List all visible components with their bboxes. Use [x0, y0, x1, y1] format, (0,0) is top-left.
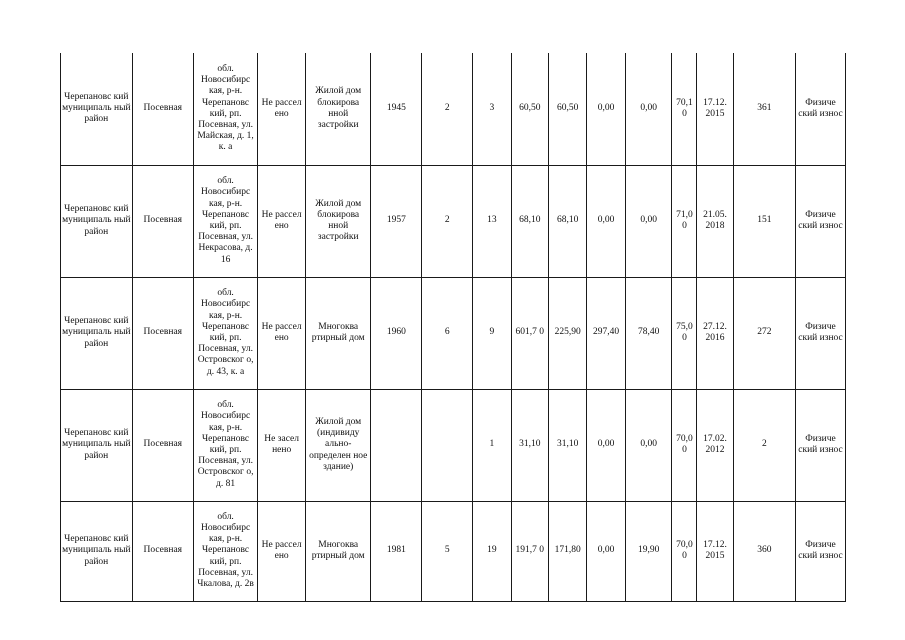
cell-wear: 75,0 0	[672, 277, 697, 389]
cell-area-municipal: 297,40	[587, 277, 625, 389]
cell-building-type: Жилой дом (индивиду ально- определен ное здание)	[306, 389, 371, 501]
cell-address: обл. Новосибирс кая, р-н. Черепановс кий, рп. Посевная, ул. Чкалова, д. 2в	[193, 501, 257, 601]
cell-area-total: 31,10	[511, 389, 548, 501]
table-body	[61, 53, 846, 601]
cell-reason: Физиче ский износ	[796, 53, 846, 165]
cell-area-other: 19,90	[625, 501, 672, 601]
housing-registry-table	[60, 53, 846, 602]
cell-status: Не рассел ено	[258, 277, 306, 389]
cell-reason: Физиче ский износ	[796, 165, 846, 277]
cell-year: 1981	[371, 501, 422, 601]
cell-doc-no: 151	[733, 165, 795, 277]
cell-doc-no: 360	[733, 501, 795, 601]
cell-area-living: 31,10	[548, 389, 586, 501]
cell-area-total: 191,7 0	[511, 501, 548, 601]
cell-address: обл. Новосибирс кая, р-н. Черепановс кий, рп. Посевная, ул. Островског о, д. 81	[193, 389, 257, 501]
cell-wear: 71,0 0	[672, 165, 697, 277]
cell-area-municipal: 0,00	[587, 165, 625, 277]
cell-residents: 1	[473, 389, 511, 501]
cell-year: 1960	[371, 277, 422, 389]
cell-date: 27.12. 2016	[697, 277, 733, 389]
table-row	[61, 277, 846, 389]
cell-settlement: Посевная	[132, 389, 193, 501]
cell-area-other: 0,00	[625, 389, 672, 501]
table-row	[61, 501, 846, 601]
cell-municipality: Черепановс кий муниципаль ный район	[61, 53, 133, 165]
cell-area-municipal: 0,00	[587, 53, 625, 165]
cell-settlement: Посевная	[132, 501, 193, 601]
cell-area-living: 60,50	[548, 53, 586, 165]
cell-status: Не рассел ено	[258, 165, 306, 277]
cell-residents: 3	[473, 53, 511, 165]
cell-settlement: Посевная	[132, 165, 193, 277]
cell-municipality: Черепановс кий муниципаль ный район	[61, 277, 133, 389]
cell-building-type: Жилой дом блокирова нной застройки	[306, 165, 371, 277]
cell-area-total: 601,7 0	[511, 277, 548, 389]
cell-wear: 70,0 0	[672, 501, 697, 601]
cell-area-living: 68,10	[548, 165, 586, 277]
cell-residents: 9	[473, 277, 511, 389]
cell-area-other: 0,00	[625, 53, 672, 165]
cell-settlement: Посевная	[132, 277, 193, 389]
cell-residents: 19	[473, 501, 511, 601]
cell-municipality: Черепановс кий муниципаль ный район	[61, 501, 133, 601]
cell-status: Не рассел ено	[258, 53, 306, 165]
cell-floors	[422, 389, 473, 501]
cell-area-other: 78,40	[625, 277, 672, 389]
cell-reason: Физиче ский износ	[796, 277, 846, 389]
cell-address: обл. Новосибирс кая, р-н. Черепановс кий, рп. Посевная, ул. Островског о, д. 43, к. а	[193, 277, 257, 389]
table-row	[61, 53, 846, 165]
cell-reason: Физиче ский износ	[796, 389, 846, 501]
cell-area-municipal: 0,00	[587, 389, 625, 501]
cell-wear: 70,1 0	[672, 53, 697, 165]
cell-date: 17.12. 2015	[697, 53, 733, 165]
cell-reason: Физиче ский износ	[796, 501, 846, 601]
cell-area-living: 171,80	[548, 501, 586, 601]
cell-floors: 5	[422, 501, 473, 601]
cell-area-municipal: 0,00	[587, 501, 625, 601]
table-row	[61, 165, 846, 277]
cell-area-total: 68,10	[511, 165, 548, 277]
cell-building-type: Многоква ртирный дом	[306, 277, 371, 389]
cell-settlement: Посевная	[132, 53, 193, 165]
cell-building-type: Жилой дом блокирова нной застройки	[306, 53, 371, 165]
cell-area-living: 225,90	[548, 277, 586, 389]
cell-doc-no: 361	[733, 53, 795, 165]
cell-year	[371, 389, 422, 501]
cell-status: Не рассел ено	[258, 501, 306, 601]
cell-floors: 2	[422, 165, 473, 277]
cell-date: 17.12. 2015	[697, 501, 733, 601]
cell-year: 1957	[371, 165, 422, 277]
cell-building-type: Многоква ртирный дом	[306, 501, 371, 601]
cell-area-total: 60,50	[511, 53, 548, 165]
cell-date: 17.02. 2012	[697, 389, 733, 501]
cell-year: 1945	[371, 53, 422, 165]
cell-municipality: Черепановс кий муниципаль ный район	[61, 165, 133, 277]
cell-residents: 13	[473, 165, 511, 277]
table-row	[61, 389, 846, 501]
cell-floors: 2	[422, 53, 473, 165]
cell-floors: 6	[422, 277, 473, 389]
cell-address: обл. Новосибирс кая, р-н. Черепановс кий, рп. Посевная, ул. Майская, д. 1, к. а	[193, 53, 257, 165]
cell-address: обл. Новосибирс кая, р-н. Черепановс кий, рп. Посевная, ул. Некрасова, д. 16	[193, 165, 257, 277]
cell-municipality: Черепановс кий муниципаль ный район	[61, 389, 133, 501]
cell-wear: 70,0 0	[672, 389, 697, 501]
cell-doc-no: 2	[733, 389, 795, 501]
cell-status: Не засел нено	[258, 389, 306, 501]
cell-area-other: 0,00	[625, 165, 672, 277]
cell-doc-no: 272	[733, 277, 795, 389]
cell-date: 21.05. 2018	[697, 165, 733, 277]
